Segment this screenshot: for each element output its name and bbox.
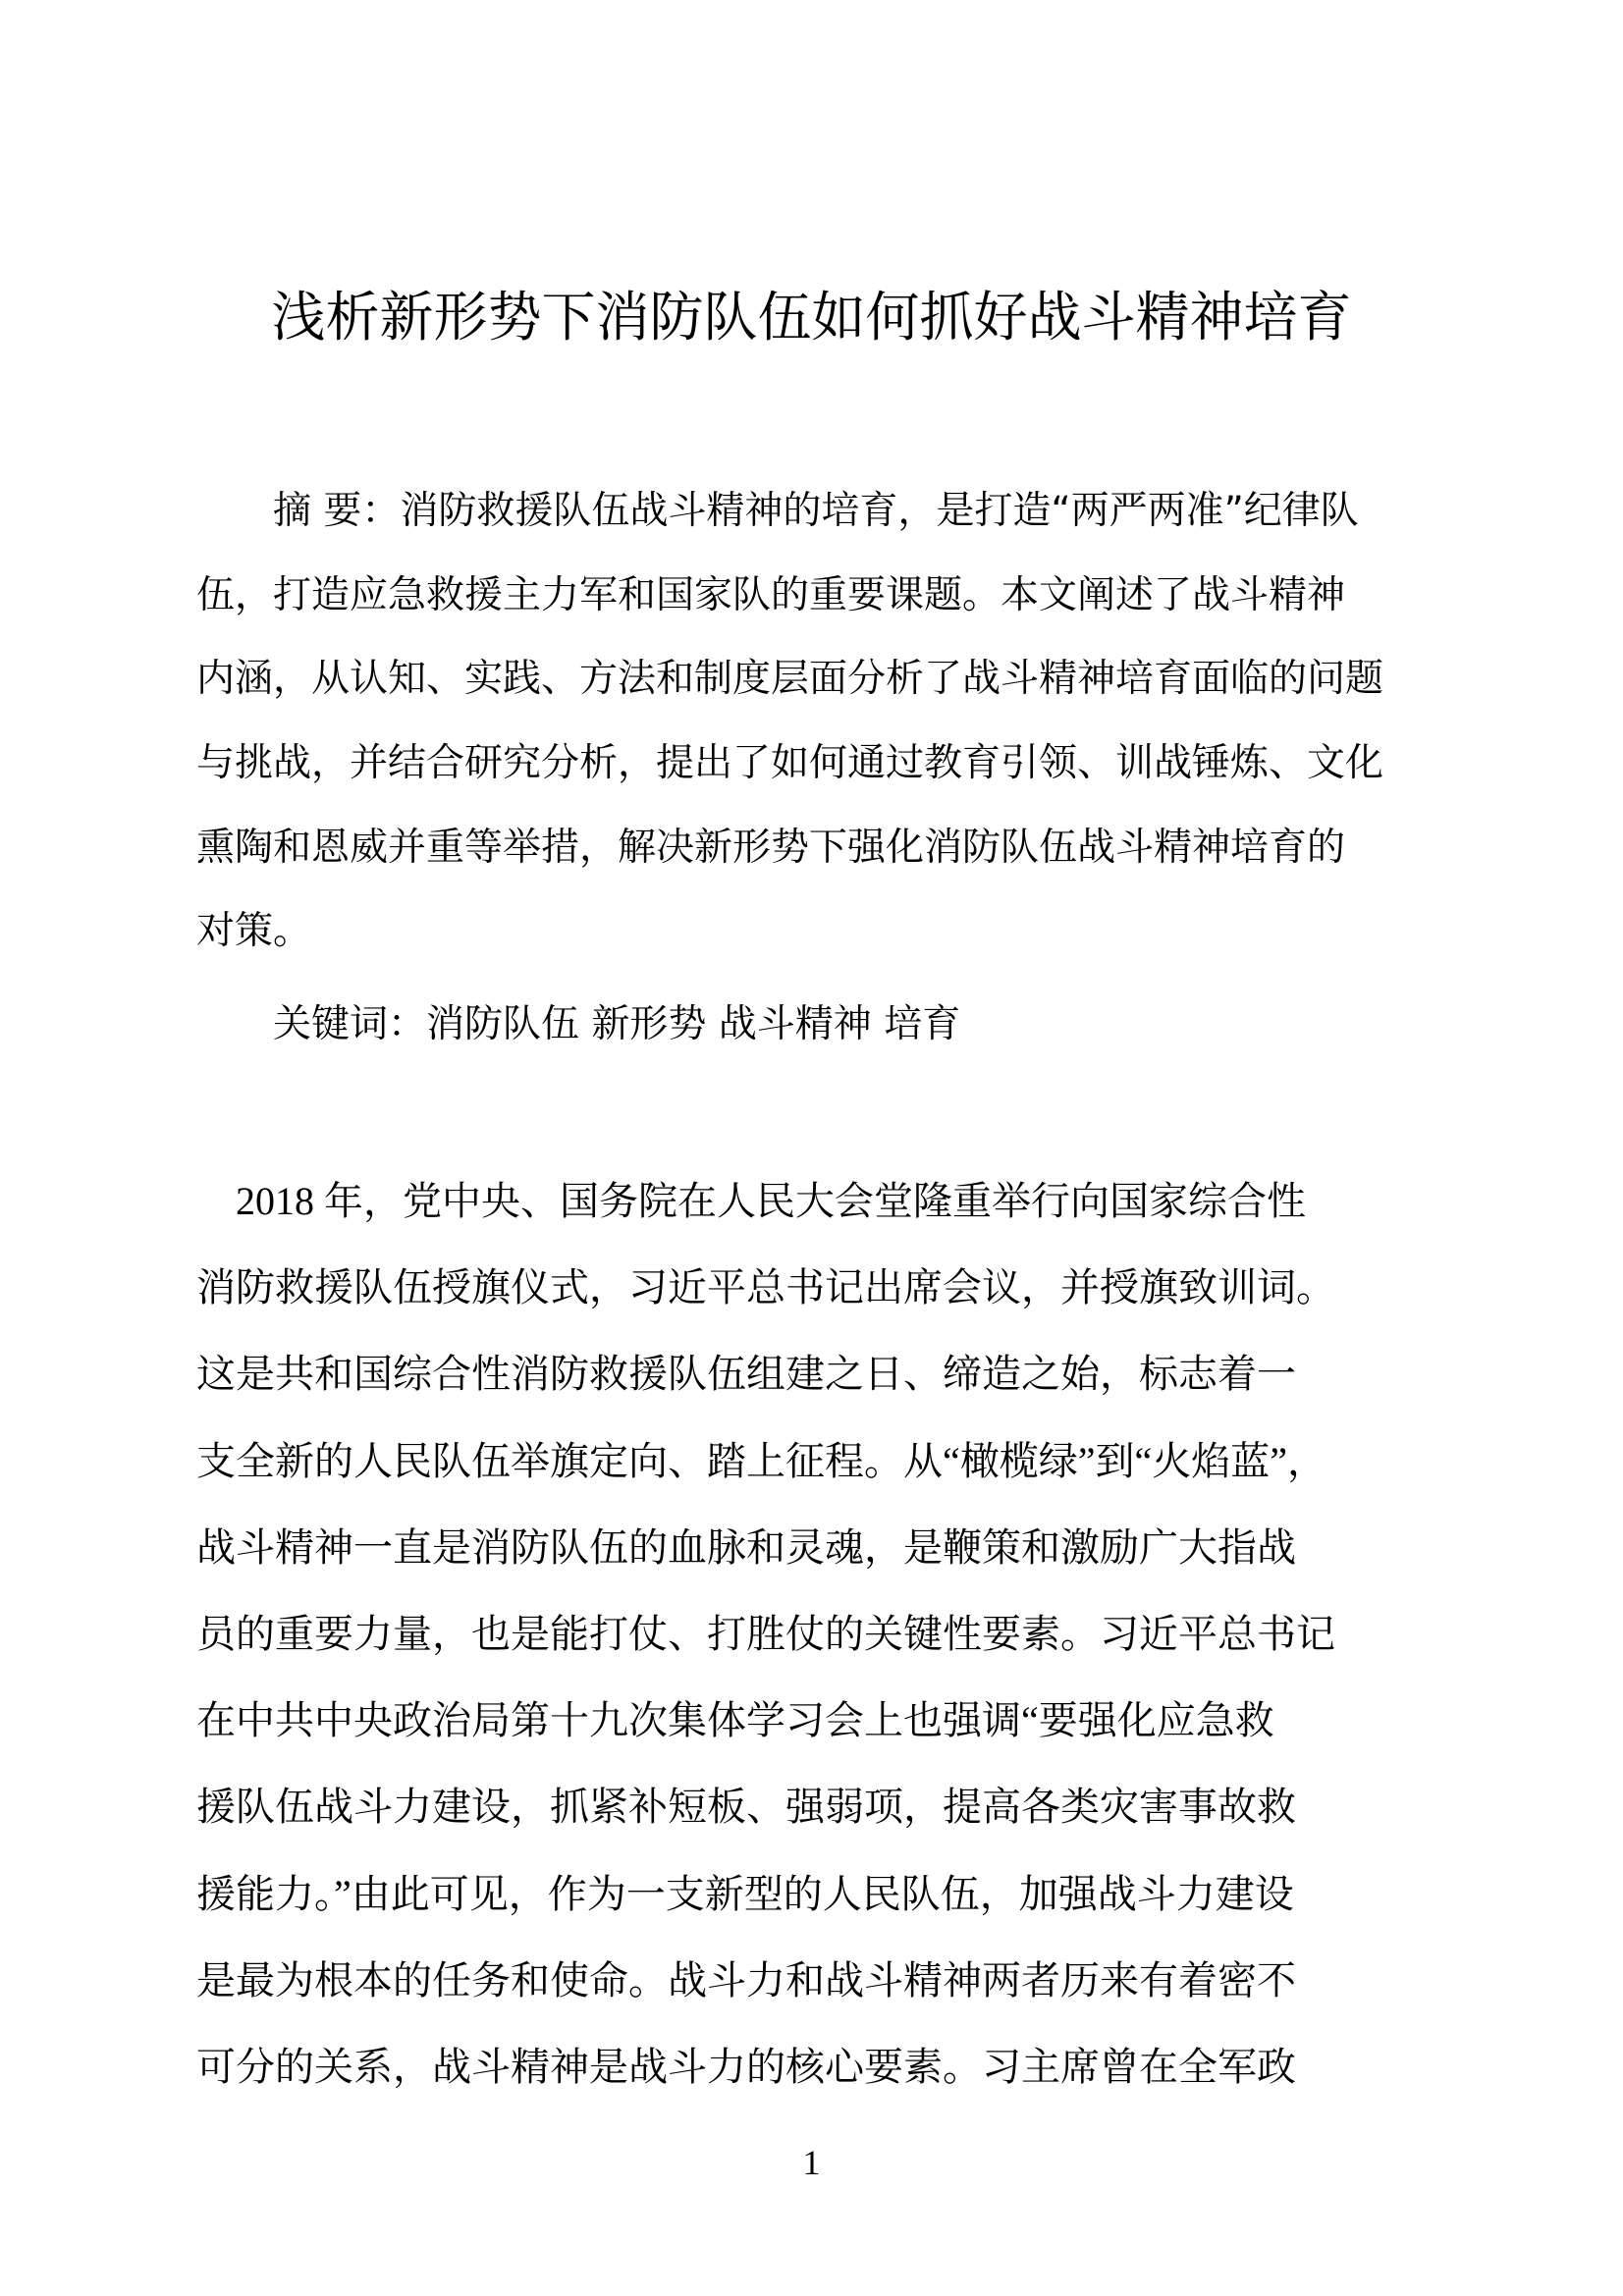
body-line: 是最为根本的任务和使命。战斗力和战斗精神两者历来有着密不 [196, 1957, 1296, 2002]
body-line: 2018 年，党中央、国务院在人民大会堂隆重举行向国家综合性 [236, 1179, 1306, 1223]
body-line: 可分的关系，战斗精神是战斗力的核心要素。习主席曾在全军政 [196, 2044, 1296, 2089]
body-line: 支全新的人民队伍举旗定向、踏上征程。从“橄榄绿”到“火焰蓝”， [196, 1438, 1327, 1483]
body-line: 战斗精神一直是消防队伍的血脉和灵魂，是鞭策和激励广大指战 [196, 1524, 1296, 1570]
keywords-line: 关键词：消防队伍 新形势 战斗精神 培育 [273, 1002, 961, 1046]
body-line: 援能力。”由此可见，作为一支新型的人民队伍，加强战斗力建设 [196, 1871, 1294, 1916]
abstract-line: 内涵，从认知、实践、方法和制度层面分析了战斗精神培育面临的问题 [196, 657, 1384, 702]
abstract-line: 对策。 [196, 909, 312, 954]
body-line: 援队伍战斗力建设，抓紧补短板、强弱项，提高各类灾害事故救 [196, 1785, 1296, 1830]
abstract-section [196, 469, 1463, 974]
abstract-line: 与挑战，并结合研究分析，提出了如何通过教育引领、训战锤炼、文化 [196, 741, 1384, 786]
abstract-line: 伍，打造应急救援主力军和国家队的重要课题。本文阐述了战斗精神 [196, 572, 1346, 617]
body-line: 员的重要力量，也是能打仗、打胜仗的关键性要素。习近平总书记 [196, 1611, 1335, 1656]
body-line: 在中共中央政治局第十九次集体学习会上也强调“要强化应急救 [196, 1698, 1274, 1743]
body-paragraph [196, 1158, 1473, 2110]
body-line: 这是共和国综合性消防救援队伍组建之日、缔造之始，标志着一 [196, 1352, 1296, 1397]
abstract-line: 熏陶和恩威并重等举措，解决新形势下强化消防队伍战斗精神培育的 [196, 825, 1346, 870]
page-number: 1 [802, 2143, 821, 2182]
document-title: 浅析新形势下消防队伍如何抓好战斗精神培育 [271, 286, 1352, 348]
body-line: 消防救援队伍授旗仪式，习近平总书记出席会议，并授旗致训词。 [196, 1265, 1335, 1310]
abstract-line: 摘 要：消防救援队伍战斗精神的培育，是打造“两严两准”纪律队 [273, 489, 1359, 533]
